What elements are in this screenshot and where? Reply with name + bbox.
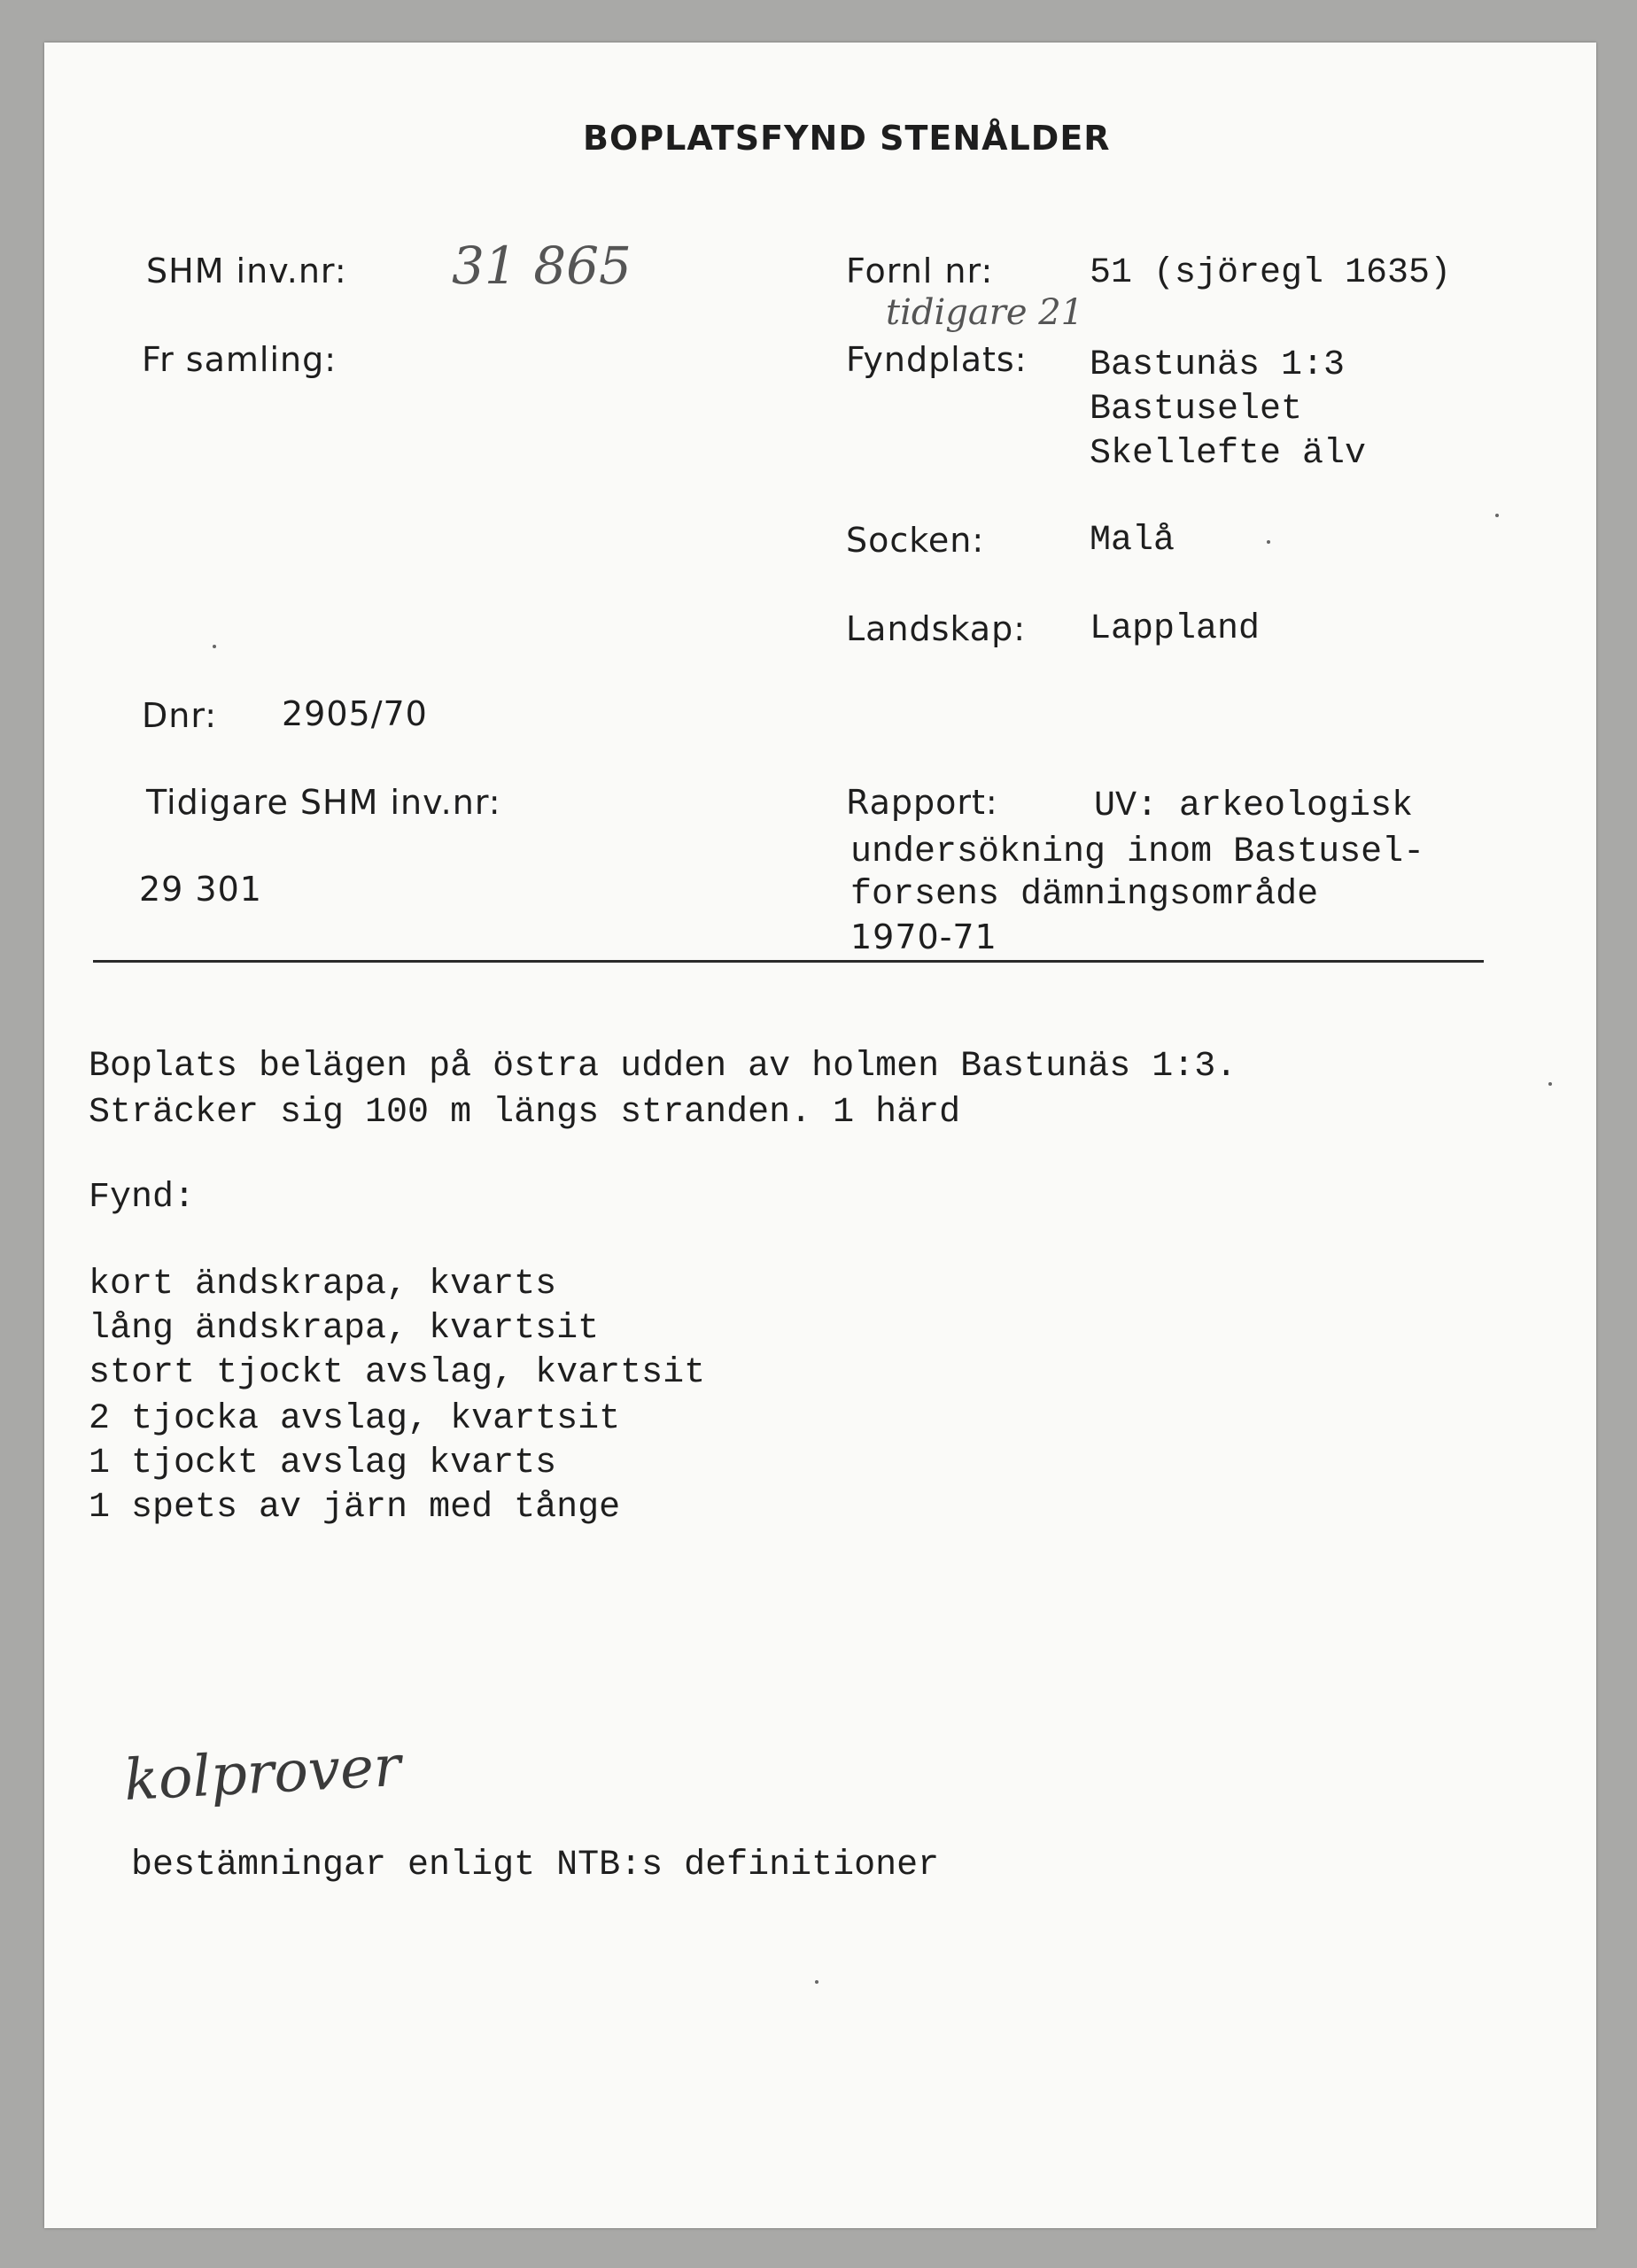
fynd-item: kort ändskrapa, kvarts	[89, 1265, 557, 1304]
description-line: Sträcker sig 100 m längs stranden. 1 härd	[89, 1093, 961, 1133]
description-line: Boplats belägen på östra udden av holmen Bastunäs 1:3.	[89, 1047, 1237, 1087]
dnr-label: Dnr:	[142, 696, 218, 735]
fynd-item: 1 tjockt avslag kvarts	[89, 1444, 557, 1483]
card-title: BOPLATSFYND STENÅLDER	[583, 119, 1111, 158]
tidigare-shm-value: 29 301	[139, 870, 262, 909]
fornl-handwritten-note: tidigare 21	[886, 292, 1084, 333]
fornl-value: 51 (sjöregl 1635)	[1090, 253, 1452, 293]
footer-note: bestämningar enligt NTB:s definitioner	[131, 1846, 940, 1885]
rapport-label: Rapport:	[846, 783, 998, 822]
scan-speck	[815, 1980, 818, 1984]
rapport-line: undersökning inom Bastusel-	[850, 832, 1425, 872]
rapport-line: forsens dämningsområde	[850, 875, 1319, 915]
fynd-item: 2 tjocka avslag, kvartsit	[89, 1399, 621, 1439]
shm-inv-label: SHM inv.nr:	[146, 252, 347, 290]
section-divider	[93, 960, 1484, 963]
dnr-value: 2905/70	[282, 694, 428, 733]
landskap-label: Landskap:	[846, 609, 1027, 648]
fornl-label: Fornl nr:	[846, 252, 994, 290]
scan-speck	[1267, 540, 1270, 544]
fynd-heading: Fynd:	[89, 1178, 196, 1218]
fyndplats-line: Bastuselet	[1090, 390, 1303, 430]
shm-inv-value: 31 865	[452, 236, 632, 296]
tidigare-shm-label: Tidigare SHM inv.nr:	[146, 783, 501, 822]
rapport-line: 1970-71	[850, 917, 997, 956]
landskap-value: Lappland	[1090, 609, 1261, 649]
handwritten-kolprover: kolprover	[122, 1733, 403, 1815]
fyndplats-line: Bastunäs 1:3	[1090, 345, 1346, 385]
socken-value: Malå	[1090, 521, 1175, 561]
rapport-line: UV: arkeologisk	[1094, 786, 1414, 826]
fyndplats-line: Skellefte älv	[1090, 434, 1367, 474]
scan-speck	[213, 645, 216, 648]
socken-label: Socken:	[846, 521, 985, 560]
fynd-item: stort tjockt avslag, kvartsit	[89, 1353, 706, 1393]
fyndplats-label: Fyndplats:	[846, 340, 1028, 379]
fynd-item: lång ändskrapa, kvartsit	[89, 1309, 600, 1349]
fynd-item: 1 spets av järn med tånge	[89, 1488, 621, 1528]
scan-speck	[1495, 514, 1499, 517]
scan-speck	[1548, 1082, 1552, 1086]
fr-samling-label: Fr samling:	[142, 340, 337, 379]
